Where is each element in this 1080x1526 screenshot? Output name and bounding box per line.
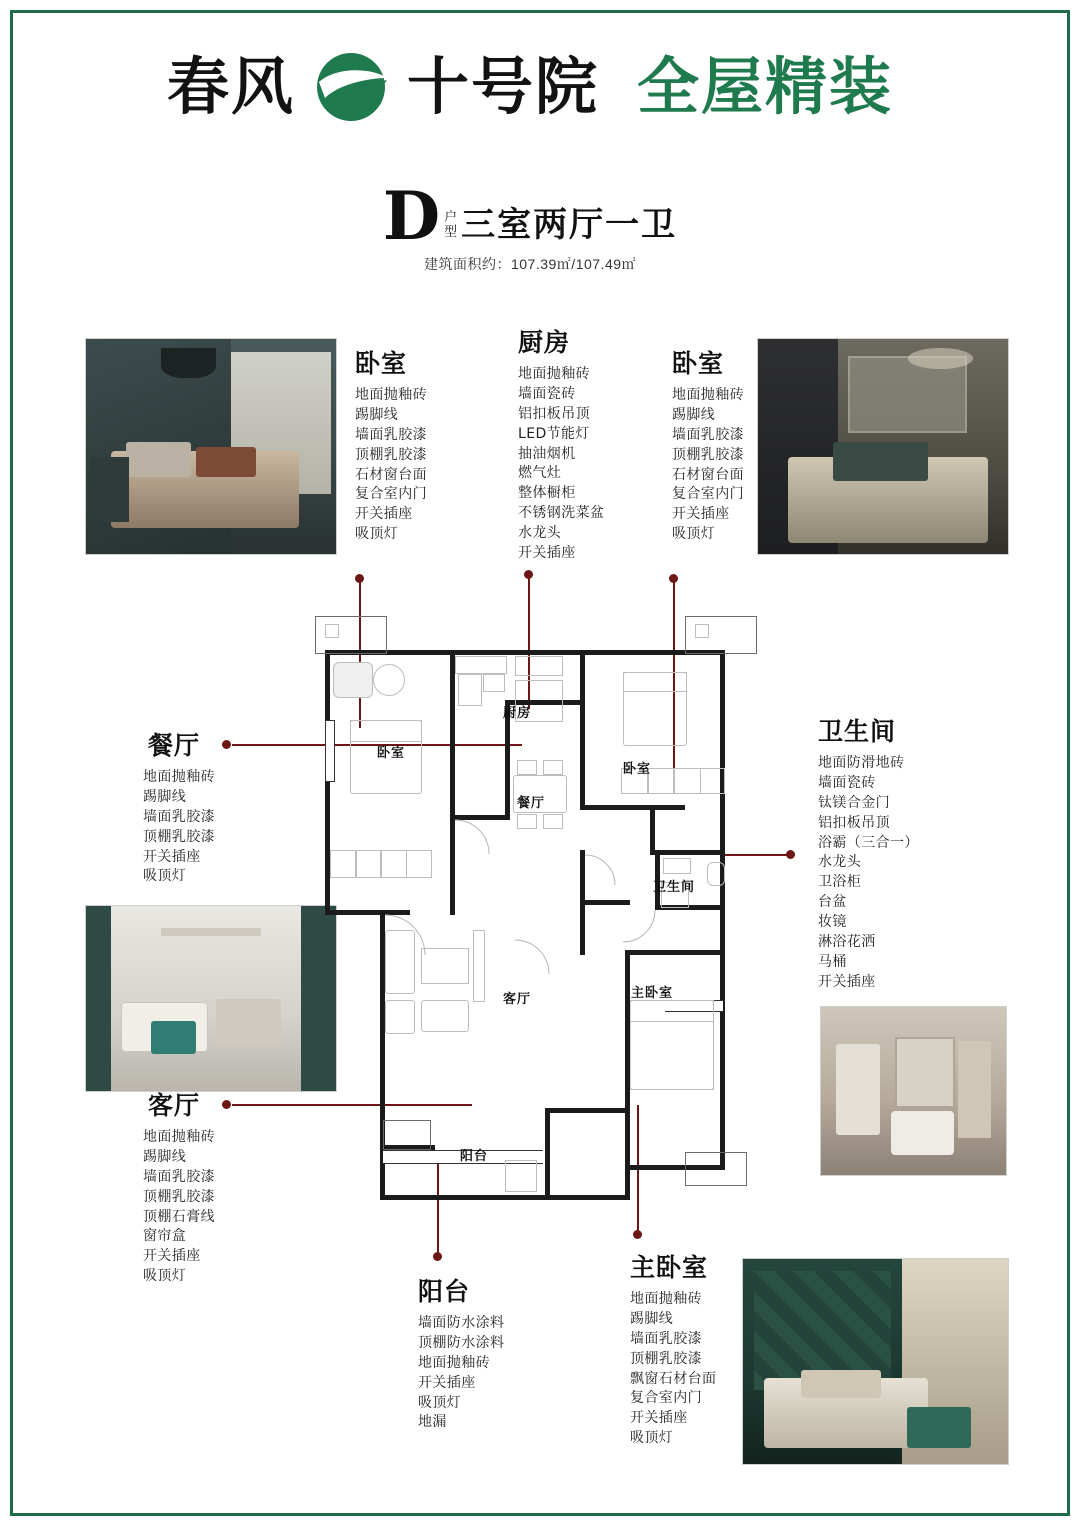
spec-item: 开关插座 xyxy=(418,1374,476,1391)
spec-item: 顶棚石膏线 xyxy=(143,1208,215,1225)
spec-item: 墙面乳胶漆 xyxy=(143,808,215,825)
spec-title: 阳台 xyxy=(418,1277,471,1306)
plan-type-letter: D xyxy=(382,177,441,255)
spec-item: 开关插座 xyxy=(630,1410,688,1427)
spec-item: 复合室内门 xyxy=(630,1390,702,1407)
spec-item: 燃气灶 xyxy=(518,465,562,482)
spec-item: 地面抛釉砖 xyxy=(143,1129,215,1145)
spec-item: 台盆 xyxy=(818,894,847,911)
spec-item: 复合室内门 xyxy=(672,486,744,503)
spec-item: 踢脚线 xyxy=(143,1148,187,1165)
spec-bedroom-right xyxy=(672,344,812,545)
spec-bathroom xyxy=(818,712,978,993)
spec-item: 墙面乳胶漆 xyxy=(672,426,744,443)
leader-dot xyxy=(433,1252,442,1261)
spec-item: 吸顶灯 xyxy=(672,526,716,543)
spec-balcony xyxy=(418,1272,568,1433)
spec-title: 卧室 xyxy=(672,349,725,378)
leader-dot xyxy=(222,1100,231,1109)
spec-item: 开关插座 xyxy=(518,544,576,561)
spec-item: 抽油烟机 xyxy=(518,445,576,462)
spec-item: 地面抛釉砖 xyxy=(418,1354,490,1371)
spec-item: 地面抛釉砖 xyxy=(672,387,744,403)
spec-title: 卧室 xyxy=(355,349,408,378)
leader-dot xyxy=(669,574,678,583)
room-label-bedroom-nw: 卧室 xyxy=(377,746,406,761)
spec-item: 吸顶灯 xyxy=(143,868,187,885)
spec-item: 墙面乳胶漆 xyxy=(355,426,427,443)
spec-item: 地面抛釉砖 xyxy=(355,387,427,403)
spec-item: 墙面乳胶漆 xyxy=(630,1330,702,1347)
spec-item: 地面抛釉砖 xyxy=(518,366,590,382)
spec-item: 铝扣板吊顶 xyxy=(818,814,890,831)
spec-item: 顶棚乳胶漆 xyxy=(672,446,744,463)
spec-item: 地面抛釉砖 xyxy=(630,1291,702,1307)
spec-item: 石材窗台面 xyxy=(355,466,427,483)
spec-item: 顶棚乳胶漆 xyxy=(143,828,215,845)
floor-plan xyxy=(355,600,775,1200)
leader-dot xyxy=(222,740,231,749)
poster-header xyxy=(0,48,1060,126)
spec-item: 钛镁合金门 xyxy=(818,794,890,811)
header-title-row xyxy=(0,48,1060,126)
spec-title: 主卧室 xyxy=(630,1253,709,1282)
spec-item: 墙面乳胶漆 xyxy=(143,1168,215,1185)
spec-item: 妆镜 xyxy=(818,914,847,930)
spec-item: 马桶 xyxy=(818,953,847,970)
plan-type-sub xyxy=(444,210,457,248)
spec-dining xyxy=(143,726,293,887)
spec-item: 吸顶灯 xyxy=(418,1394,462,1411)
spec-item: 墙面瓷砖 xyxy=(518,385,576,402)
room-label-balcony: 阳台 xyxy=(460,1149,489,1164)
spec-item: 踢脚线 xyxy=(672,406,716,423)
spec-master-bedroom xyxy=(630,1248,780,1449)
spec-kitchen xyxy=(518,323,658,564)
spec-item: 淋浴花洒 xyxy=(818,933,876,950)
spec-item: 地面抛釉砖 xyxy=(143,769,215,785)
spec-item: 飘窗石材台面 xyxy=(630,1370,717,1387)
spec-item: 顶棚防水涂料 xyxy=(418,1334,505,1351)
room-label-dining: 餐厅 xyxy=(517,796,546,811)
plan-type-area: 建筑面积约：107.39㎡/107.49㎡ xyxy=(423,255,637,272)
brand-name-mid: 十号院 xyxy=(406,50,599,123)
room-label-bathroom: 卫生间 xyxy=(653,880,696,895)
photo-bathroom xyxy=(820,1006,1007,1176)
leader-dot xyxy=(524,570,533,579)
leader-dot xyxy=(355,574,364,583)
spec-item: 顶棚乳胶漆 xyxy=(143,1188,215,1205)
plan-type-block xyxy=(0,177,1060,274)
spec-item: 石材窗台面 xyxy=(672,466,744,483)
photo-bedroom-left xyxy=(85,338,337,555)
spec-item: 踢脚线 xyxy=(630,1310,674,1327)
photo-living xyxy=(85,905,337,1092)
door-arcs xyxy=(355,600,775,1220)
spec-item: 复合室内门 xyxy=(355,486,427,503)
plan-type-line xyxy=(0,177,1060,255)
spec-item: 开关插座 xyxy=(818,973,876,990)
spec-item: 水龙头 xyxy=(518,525,562,541)
spec-item: 顶棚乳胶漆 xyxy=(355,446,427,463)
room-label-master: 主卧室 xyxy=(631,986,674,1001)
spec-bedroom-left xyxy=(355,344,495,545)
spec-item: 开关插座 xyxy=(672,506,730,523)
spec-item: 浴霸（三合一） xyxy=(818,834,919,851)
brand-name-left: 春风 xyxy=(166,50,295,123)
spec-item: 地漏 xyxy=(418,1414,447,1431)
brand-tagline: 全屋精装 xyxy=(637,50,894,123)
spec-title: 客厅 xyxy=(148,1091,201,1120)
spec-item: 不锈钢洗菜盆 xyxy=(518,505,605,522)
spec-title: 餐厅 xyxy=(148,731,201,760)
spec-item: 墙面瓷砖 xyxy=(818,774,876,791)
plan-type-sub-line2: 型 xyxy=(444,223,458,239)
spec-item: 吸顶灯 xyxy=(630,1430,674,1447)
spec-item: 踢脚线 xyxy=(143,788,187,805)
spec-item: 卫浴柜 xyxy=(818,874,862,891)
room-label-living: 客厅 xyxy=(503,992,532,1007)
spec-item: LED节能灯 xyxy=(518,425,590,442)
leaf-circle-logo-icon xyxy=(303,48,399,126)
plan-type-sub-line1: 户 xyxy=(444,208,458,224)
room-label-bedroom-ne: 卧室 xyxy=(623,762,652,777)
spec-item: 水龙头 xyxy=(818,854,862,871)
spec-item: 地面防滑地砖 xyxy=(818,755,905,771)
spec-item: 墙面防水涂料 xyxy=(418,1315,505,1331)
spec-item: 开关插座 xyxy=(143,1248,201,1265)
spec-title: 卫生间 xyxy=(818,717,897,746)
room-label-kitchen: 厨房 xyxy=(503,706,532,721)
spec-item: 开关插座 xyxy=(143,848,201,865)
photo-master-bedroom xyxy=(742,1258,1009,1465)
spec-living xyxy=(143,1086,293,1287)
spec-item: 顶棚乳胶漆 xyxy=(630,1350,702,1367)
leader-dot xyxy=(786,850,795,859)
spec-item: 铝扣板吊顶 xyxy=(518,405,590,422)
spec-item: 窗帘盒 xyxy=(143,1228,187,1245)
spec-item: 吸顶灯 xyxy=(143,1268,187,1285)
spec-item: 开关插座 xyxy=(355,506,413,523)
plan-type-rooms: 三室两厅一卫 xyxy=(461,204,678,245)
leader-dot xyxy=(633,1230,642,1239)
spec-item: 吸顶灯 xyxy=(355,526,399,543)
spec-item: 踢脚线 xyxy=(355,406,399,423)
spec-title: 厨房 xyxy=(518,328,571,357)
spec-item: 整体橱柜 xyxy=(518,485,576,502)
